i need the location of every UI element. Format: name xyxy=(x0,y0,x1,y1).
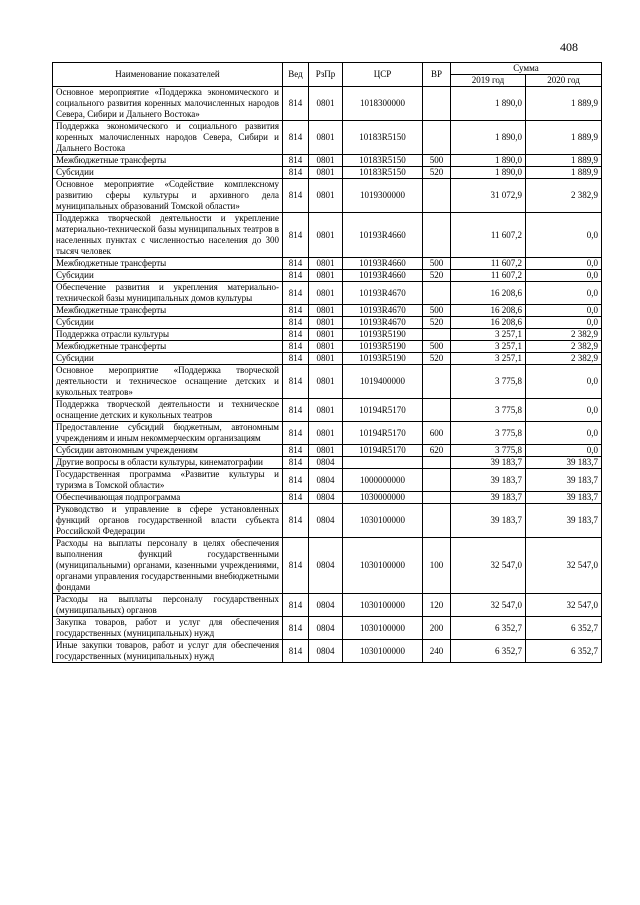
cell-name: Субсидии xyxy=(53,317,283,329)
cell-name: Государственная программа «Развитие культуры и туризма в Томской области» xyxy=(53,469,283,492)
cell-name: Межбюджетные трансферты xyxy=(53,155,283,167)
cell-name: Предоставление субсидий бюджетным, автономным учреждениям и иным некоммерческим организациям xyxy=(53,422,283,445)
cell-ved: 814 xyxy=(283,399,309,422)
cell-csr: 1019300000 xyxy=(343,179,423,213)
table-row xyxy=(53,155,602,167)
cell-csr: 10183R5150 xyxy=(343,155,423,167)
cell-csr: 1030100000 xyxy=(343,504,423,538)
cell-vr xyxy=(423,457,451,469)
cell-name: Расходы на выплаты персоналу государственных (муниципальных) органов xyxy=(53,594,283,617)
cell-2019: 1 890,0 xyxy=(451,87,526,121)
table-row xyxy=(53,353,602,365)
table-row xyxy=(53,422,602,445)
cell-2019: 3 257,1 xyxy=(451,341,526,353)
header-ved: Вед xyxy=(283,63,309,87)
cell-ved: 814 xyxy=(283,492,309,504)
table-row xyxy=(53,317,602,329)
cell-ved: 814 xyxy=(283,155,309,167)
cell-2020: 32 547,0 xyxy=(526,594,602,617)
cell-csr xyxy=(343,457,423,469)
cell-csr: 10193R4670 xyxy=(343,282,423,305)
cell-rzpr: 0801 xyxy=(309,317,343,329)
cell-2019: 1 890,0 xyxy=(451,167,526,179)
cell-vr: 500 xyxy=(423,258,451,270)
cell-2020: 1 889,9 xyxy=(526,167,602,179)
cell-ved: 814 xyxy=(283,87,309,121)
cell-vr: 100 xyxy=(423,538,451,594)
cell-vr: 600 xyxy=(423,422,451,445)
cell-2020: 6 352,7 xyxy=(526,640,602,663)
cell-rzpr: 0804 xyxy=(309,504,343,538)
cell-2020: 0,0 xyxy=(526,305,602,317)
cell-vr xyxy=(423,87,451,121)
cell-2020: 2 382,9 xyxy=(526,353,602,365)
cell-name: Субсидии xyxy=(53,270,283,282)
cell-csr: 1030100000 xyxy=(343,594,423,617)
cell-2019: 39 183,7 xyxy=(451,457,526,469)
cell-name: Межбюджетные трансферты xyxy=(53,305,283,317)
cell-name: Поддержка отрасли культуры xyxy=(53,329,283,341)
cell-rzpr: 0801 xyxy=(309,258,343,270)
cell-ved: 814 xyxy=(283,457,309,469)
cell-csr: 1030100000 xyxy=(343,538,423,594)
cell-2019: 3 257,1 xyxy=(451,353,526,365)
cell-name: Основное мероприятие «Поддержка творческой деятельности и техническое оснащение детских и кукольных театров» xyxy=(53,365,283,399)
cell-rzpr: 0801 xyxy=(309,305,343,317)
cell-rzpr: 0801 xyxy=(309,87,343,121)
cell-rzpr: 0804 xyxy=(309,538,343,594)
cell-rzpr: 0804 xyxy=(309,492,343,504)
cell-2020: 0,0 xyxy=(526,365,602,399)
table-row xyxy=(53,329,602,341)
cell-2020: 2 382,9 xyxy=(526,179,602,213)
cell-ved: 814 xyxy=(283,258,309,270)
cell-ved: 814 xyxy=(283,121,309,155)
cell-2020: 0,0 xyxy=(526,422,602,445)
cell-2019: 11 607,2 xyxy=(451,270,526,282)
cell-vr: 120 xyxy=(423,594,451,617)
cell-vr xyxy=(423,365,451,399)
cell-vr xyxy=(423,213,451,258)
cell-ved: 814 xyxy=(283,469,309,492)
cell-ved: 814 xyxy=(283,504,309,538)
cell-csr: 10194R5170 xyxy=(343,399,423,422)
cell-vr: 200 xyxy=(423,617,451,640)
header-name: Наименование показателей xyxy=(53,63,283,87)
table-row xyxy=(53,87,602,121)
cell-ved: 814 xyxy=(283,329,309,341)
table-row xyxy=(53,213,602,258)
cell-2019: 39 183,7 xyxy=(451,504,526,538)
cell-ved: 814 xyxy=(283,305,309,317)
cell-vr xyxy=(423,329,451,341)
cell-rzpr: 0801 xyxy=(309,155,343,167)
cell-name: Обеспечивающая подпрограмма xyxy=(53,492,283,504)
cell-2020: 0,0 xyxy=(526,258,602,270)
cell-2019: 3 775,8 xyxy=(451,365,526,399)
cell-vr xyxy=(423,282,451,305)
cell-2020: 1 889,9 xyxy=(526,155,602,167)
cell-2019: 39 183,7 xyxy=(451,469,526,492)
cell-2019: 31 072,9 xyxy=(451,179,526,213)
cell-2019: 16 208,6 xyxy=(451,317,526,329)
cell-2019: 6 352,7 xyxy=(451,640,526,663)
cell-ved: 814 xyxy=(283,617,309,640)
cell-ved: 814 xyxy=(283,213,309,258)
cell-vr xyxy=(423,492,451,504)
cell-2020: 39 183,7 xyxy=(526,469,602,492)
cell-csr: 10193R4660 xyxy=(343,258,423,270)
cell-2020: 1 889,9 xyxy=(526,87,602,121)
header-vr: ВР xyxy=(423,63,451,87)
cell-rzpr: 0801 xyxy=(309,213,343,258)
cell-ved: 814 xyxy=(283,640,309,663)
cell-2019: 16 208,6 xyxy=(451,305,526,317)
cell-name: Поддержка творческой деятельности и техническое оснащение детских и кукольных театров xyxy=(53,399,283,422)
table-row xyxy=(53,469,602,492)
cell-name: Другие вопросы в области культуры, кинематографии xyxy=(53,457,283,469)
cell-2019: 6 352,7 xyxy=(451,617,526,640)
cell-2019: 11 607,2 xyxy=(451,258,526,270)
cell-2019: 1 890,0 xyxy=(451,121,526,155)
table-row xyxy=(53,492,602,504)
header-rzpr: РзПр xyxy=(309,63,343,87)
cell-csr: 1019400000 xyxy=(343,365,423,399)
cell-ved: 814 xyxy=(283,445,309,457)
cell-csr: 1018300000 xyxy=(343,87,423,121)
table-row xyxy=(53,457,602,469)
cell-csr: 1030100000 xyxy=(343,617,423,640)
table-row xyxy=(53,305,602,317)
cell-2020: 0,0 xyxy=(526,270,602,282)
cell-rzpr: 0801 xyxy=(309,341,343,353)
cell-2020: 39 183,7 xyxy=(526,504,602,538)
cell-rzpr: 0804 xyxy=(309,640,343,663)
cell-csr: 10193R4660 xyxy=(343,213,423,258)
cell-rzpr: 0801 xyxy=(309,353,343,365)
cell-2019: 32 547,0 xyxy=(451,538,526,594)
header-csr: ЦСР xyxy=(343,63,423,87)
cell-2020: 32 547,0 xyxy=(526,538,602,594)
cell-2020: 6 352,7 xyxy=(526,617,602,640)
cell-rzpr: 0801 xyxy=(309,422,343,445)
table-row xyxy=(53,167,602,179)
cell-rzpr: 0801 xyxy=(309,121,343,155)
cell-2019: 11 607,2 xyxy=(451,213,526,258)
cell-vr xyxy=(423,504,451,538)
cell-vr: 520 xyxy=(423,317,451,329)
cell-csr: 10194R5170 xyxy=(343,422,423,445)
cell-2019: 1 890,0 xyxy=(451,155,526,167)
table-row xyxy=(53,445,602,457)
cell-vr: 620 xyxy=(423,445,451,457)
cell-csr: 10193R4670 xyxy=(343,305,423,317)
cell-csr: 10193R4670 xyxy=(343,317,423,329)
cell-rzpr: 0801 xyxy=(309,329,343,341)
table-row xyxy=(53,617,602,640)
cell-2019: 3 257,1 xyxy=(451,329,526,341)
cell-csr: 10193R5190 xyxy=(343,341,423,353)
page-number: 408 xyxy=(560,40,578,54)
cell-csr: 10193R5190 xyxy=(343,329,423,341)
cell-name: Руководство и управление в сфере установленных функций органов государственной власти субъекта Российской Федерации xyxy=(53,504,283,538)
cell-name: Межбюджетные трансферты xyxy=(53,258,283,270)
cell-2020: 0,0 xyxy=(526,213,602,258)
table-row xyxy=(53,594,602,617)
cell-rzpr: 0801 xyxy=(309,282,343,305)
cell-2020: 0,0 xyxy=(526,399,602,422)
cell-vr: 520 xyxy=(423,270,451,282)
cell-name: Субсидии xyxy=(53,167,283,179)
cell-ved: 814 xyxy=(283,270,309,282)
cell-2020: 39 183,7 xyxy=(526,492,602,504)
cell-vr xyxy=(423,179,451,213)
cell-csr: 10193R5190 xyxy=(343,353,423,365)
table-row xyxy=(53,270,602,282)
cell-2020: 39 183,7 xyxy=(526,457,602,469)
cell-name: Закупка товаров, работ и услуг для обеспечения государственных (муниципальных) нужд xyxy=(53,617,283,640)
table-body xyxy=(53,87,602,663)
cell-name: Обеспечение развития и укрепления материально-технической базы муниципальных домов культуры xyxy=(53,282,283,305)
cell-csr: 10183R5150 xyxy=(343,121,423,155)
cell-name: Иные закупки товаров, работ и услуг для обеспечения государственных (муниципальных) нужд xyxy=(53,640,283,663)
cell-2019: 3 775,8 xyxy=(451,399,526,422)
cell-name: Поддержка творческой деятельности и укрепление материально-технической базы муниципальных театров в населенных пунктах с численностью населения до 300 тысяч человек xyxy=(53,213,283,258)
table-row xyxy=(53,640,602,663)
cell-rzpr: 0804 xyxy=(309,617,343,640)
cell-vr xyxy=(423,121,451,155)
cell-vr: 500 xyxy=(423,341,451,353)
table-row xyxy=(53,365,602,399)
cell-2020: 2 382,9 xyxy=(526,341,602,353)
cell-2019: 3 775,8 xyxy=(451,422,526,445)
cell-2020: 0,0 xyxy=(526,317,602,329)
cell-rzpr: 0801 xyxy=(309,179,343,213)
cell-csr: 1030000000 xyxy=(343,492,423,504)
cell-2019: 39 183,7 xyxy=(451,492,526,504)
cell-ved: 814 xyxy=(283,341,309,353)
cell-vr xyxy=(423,399,451,422)
budget-table xyxy=(52,62,602,663)
cell-name: Расходы на выплаты персоналу в целях обеспечения выполнения функций государственными (муниципальными) органами, казенными учреждениями, органами управления государственными внебюджетными фондами xyxy=(53,538,283,594)
table-row xyxy=(53,399,602,422)
cell-2020: 0,0 xyxy=(526,445,602,457)
cell-csr: 10183R5150 xyxy=(343,167,423,179)
header-2019: 2019 год xyxy=(451,75,526,87)
cell-ved: 814 xyxy=(283,422,309,445)
cell-csr: 1000000000 xyxy=(343,469,423,492)
cell-name: Субсидии xyxy=(53,353,283,365)
cell-vr: 500 xyxy=(423,155,451,167)
cell-vr xyxy=(423,469,451,492)
cell-ved: 814 xyxy=(283,365,309,399)
cell-csr: 10194R5170 xyxy=(343,445,423,457)
cell-rzpr: 0801 xyxy=(309,445,343,457)
table-row xyxy=(53,179,602,213)
cell-vr: 240 xyxy=(423,640,451,663)
cell-2020: 0,0 xyxy=(526,282,602,305)
table-row xyxy=(53,538,602,594)
table-row xyxy=(53,121,602,155)
cell-ved: 814 xyxy=(283,317,309,329)
cell-rzpr: 0801 xyxy=(309,270,343,282)
cell-ved: 814 xyxy=(283,282,309,305)
cell-ved: 814 xyxy=(283,353,309,365)
cell-ved: 814 xyxy=(283,179,309,213)
cell-vr: 500 xyxy=(423,305,451,317)
cell-2020: 1 889,9 xyxy=(526,121,602,155)
cell-csr: 10193R4660 xyxy=(343,270,423,282)
cell-name: Основное мероприятие «Содействие комплексному развитию сферы культуры и архивного дела муниципальных образований Томской области» xyxy=(53,179,283,213)
table-row xyxy=(53,504,602,538)
cell-rzpr: 0801 xyxy=(309,167,343,179)
header-sum: Сумма xyxy=(451,63,602,75)
cell-rzpr: 0804 xyxy=(309,469,343,492)
cell-2019: 32 547,0 xyxy=(451,594,526,617)
cell-name: Основное мероприятие «Поддержка экономического и социального развития коренных малочисленных народов Севера, Сибири и Дальнего Востока» xyxy=(53,87,283,121)
cell-name: Субсидии автономным учреждениям xyxy=(53,445,283,457)
cell-rzpr: 0801 xyxy=(309,365,343,399)
header-2020: 2020 год xyxy=(526,75,602,87)
cell-rzpr: 0804 xyxy=(309,457,343,469)
cell-vr: 520 xyxy=(423,167,451,179)
cell-ved: 814 xyxy=(283,167,309,179)
cell-ved: 814 xyxy=(283,538,309,594)
cell-2020: 2 382,9 xyxy=(526,329,602,341)
cell-ved: 814 xyxy=(283,594,309,617)
cell-rzpr: 0801 xyxy=(309,399,343,422)
cell-2019: 3 775,8 xyxy=(451,445,526,457)
cell-name: Межбюджетные трансферты xyxy=(53,341,283,353)
cell-rzpr: 0804 xyxy=(309,594,343,617)
cell-vr: 520 xyxy=(423,353,451,365)
table-row xyxy=(53,341,602,353)
cell-name: Поддержка экономического и социального развития коренных малочисленных народов Севера, Сибири и Дальнего Востока xyxy=(53,121,283,155)
cell-csr: 1030100000 xyxy=(343,640,423,663)
table-row xyxy=(53,282,602,305)
cell-2019: 16 208,6 xyxy=(451,282,526,305)
table-row xyxy=(53,258,602,270)
